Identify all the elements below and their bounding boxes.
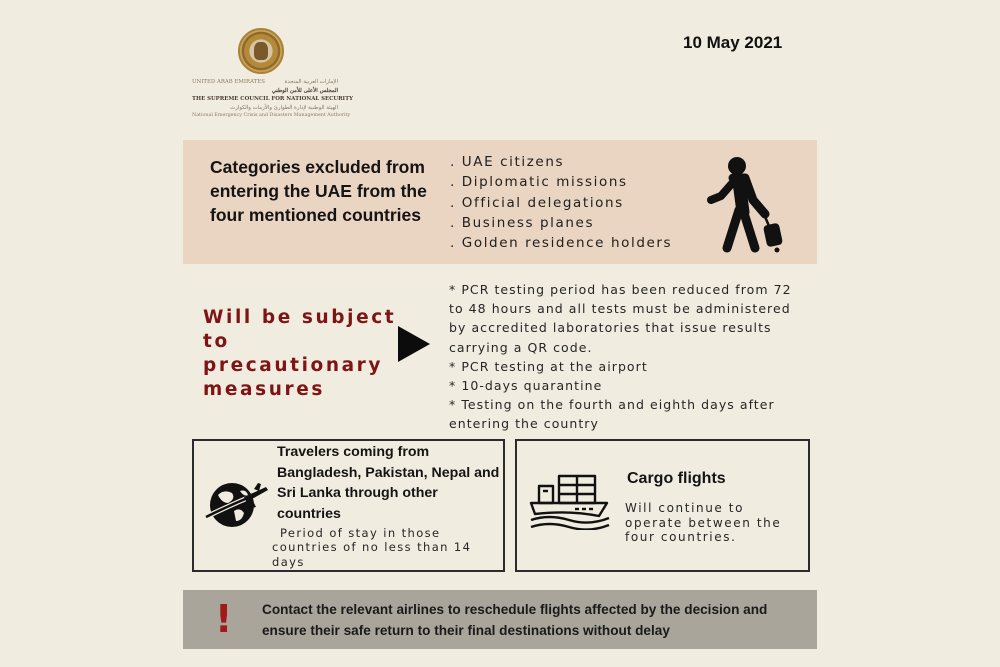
globe-airplane-icon — [204, 473, 270, 533]
list-item: . Business planes — [450, 214, 595, 231]
list-item: * PCR testing period has been reduced from 72 to 48 hours and all tests must be administered by accredited laboratories that issue results carrying a QR code. — [449, 282, 792, 355]
excluded-categories-list — [450, 152, 672, 253]
list-item: . Golden residence holders — [450, 235, 673, 252]
cargo-ship-icon — [529, 474, 611, 530]
logo-council-en: THE SUPREME COUNCIL FOR NATIONAL SECURITY — [192, 96, 353, 102]
list-item: * PCR testing at the airport — [449, 358, 648, 374]
airline-notice-text: Contact the relevant airlines to reschedule flights affected by the decision and ensure their safe return to their final destinations without delay — [262, 602, 768, 638]
list-item: . UAE citizens — [450, 154, 565, 170]
excluded-categories-band — [183, 140, 817, 264]
logo-authority-en: National Emergency Crisis and Disasters Management Authority — [192, 113, 351, 118]
airline-notice-band — [183, 590, 817, 649]
traveler-with-luggage-icon — [703, 152, 793, 257]
list-item: . Official delegations — [450, 194, 624, 211]
logo-country-ar: الإمارات العربية المتحدة — [284, 79, 338, 85]
precautionary-measures-list — [449, 280, 809, 434]
exclamation-alert-icon: ! — [215, 597, 233, 641]
cargo-card-text: Will continue to operate between the four countries. — [625, 501, 782, 544]
cargo-card — [515, 439, 810, 572]
precautionary-measures-title: Will be subject to precautionary measures — [203, 307, 397, 400]
play-arrow-icon — [398, 326, 430, 362]
travelers-card-title: Travelers coming from Bangladesh, Pakistan, Nepal and Sri Lanka through other countries — [277, 444, 500, 522]
logo-authority-ar: الهيئة الوطنية لإدارة الطوارئ والأزمات والكوارث — [230, 104, 338, 111]
travelers-card-text: Period of stay in those countries of no less than 14 days — [272, 526, 472, 569]
logo-council-ar: المجلس الأعلى للأمن الوطني — [271, 87, 338, 94]
uae-emblem-icon — [238, 28, 284, 74]
logo-country-en: UNITED ARAB EMIRATES — [192, 79, 265, 85]
travelers-card — [192, 439, 505, 572]
excluded-categories-title: Categories excluded from entering the UAE from the four mentioned countries — [210, 157, 427, 225]
publication-date: 10 May 2021 — [683, 33, 783, 52]
cargo-card-title: Cargo flights — [627, 470, 726, 487]
list-item: . Diplomatic missions — [450, 174, 628, 191]
list-item: * Testing on the fourth and eighth days after entering the country — [449, 397, 775, 432]
list-item: * 10-days quarantine — [449, 378, 603, 394]
